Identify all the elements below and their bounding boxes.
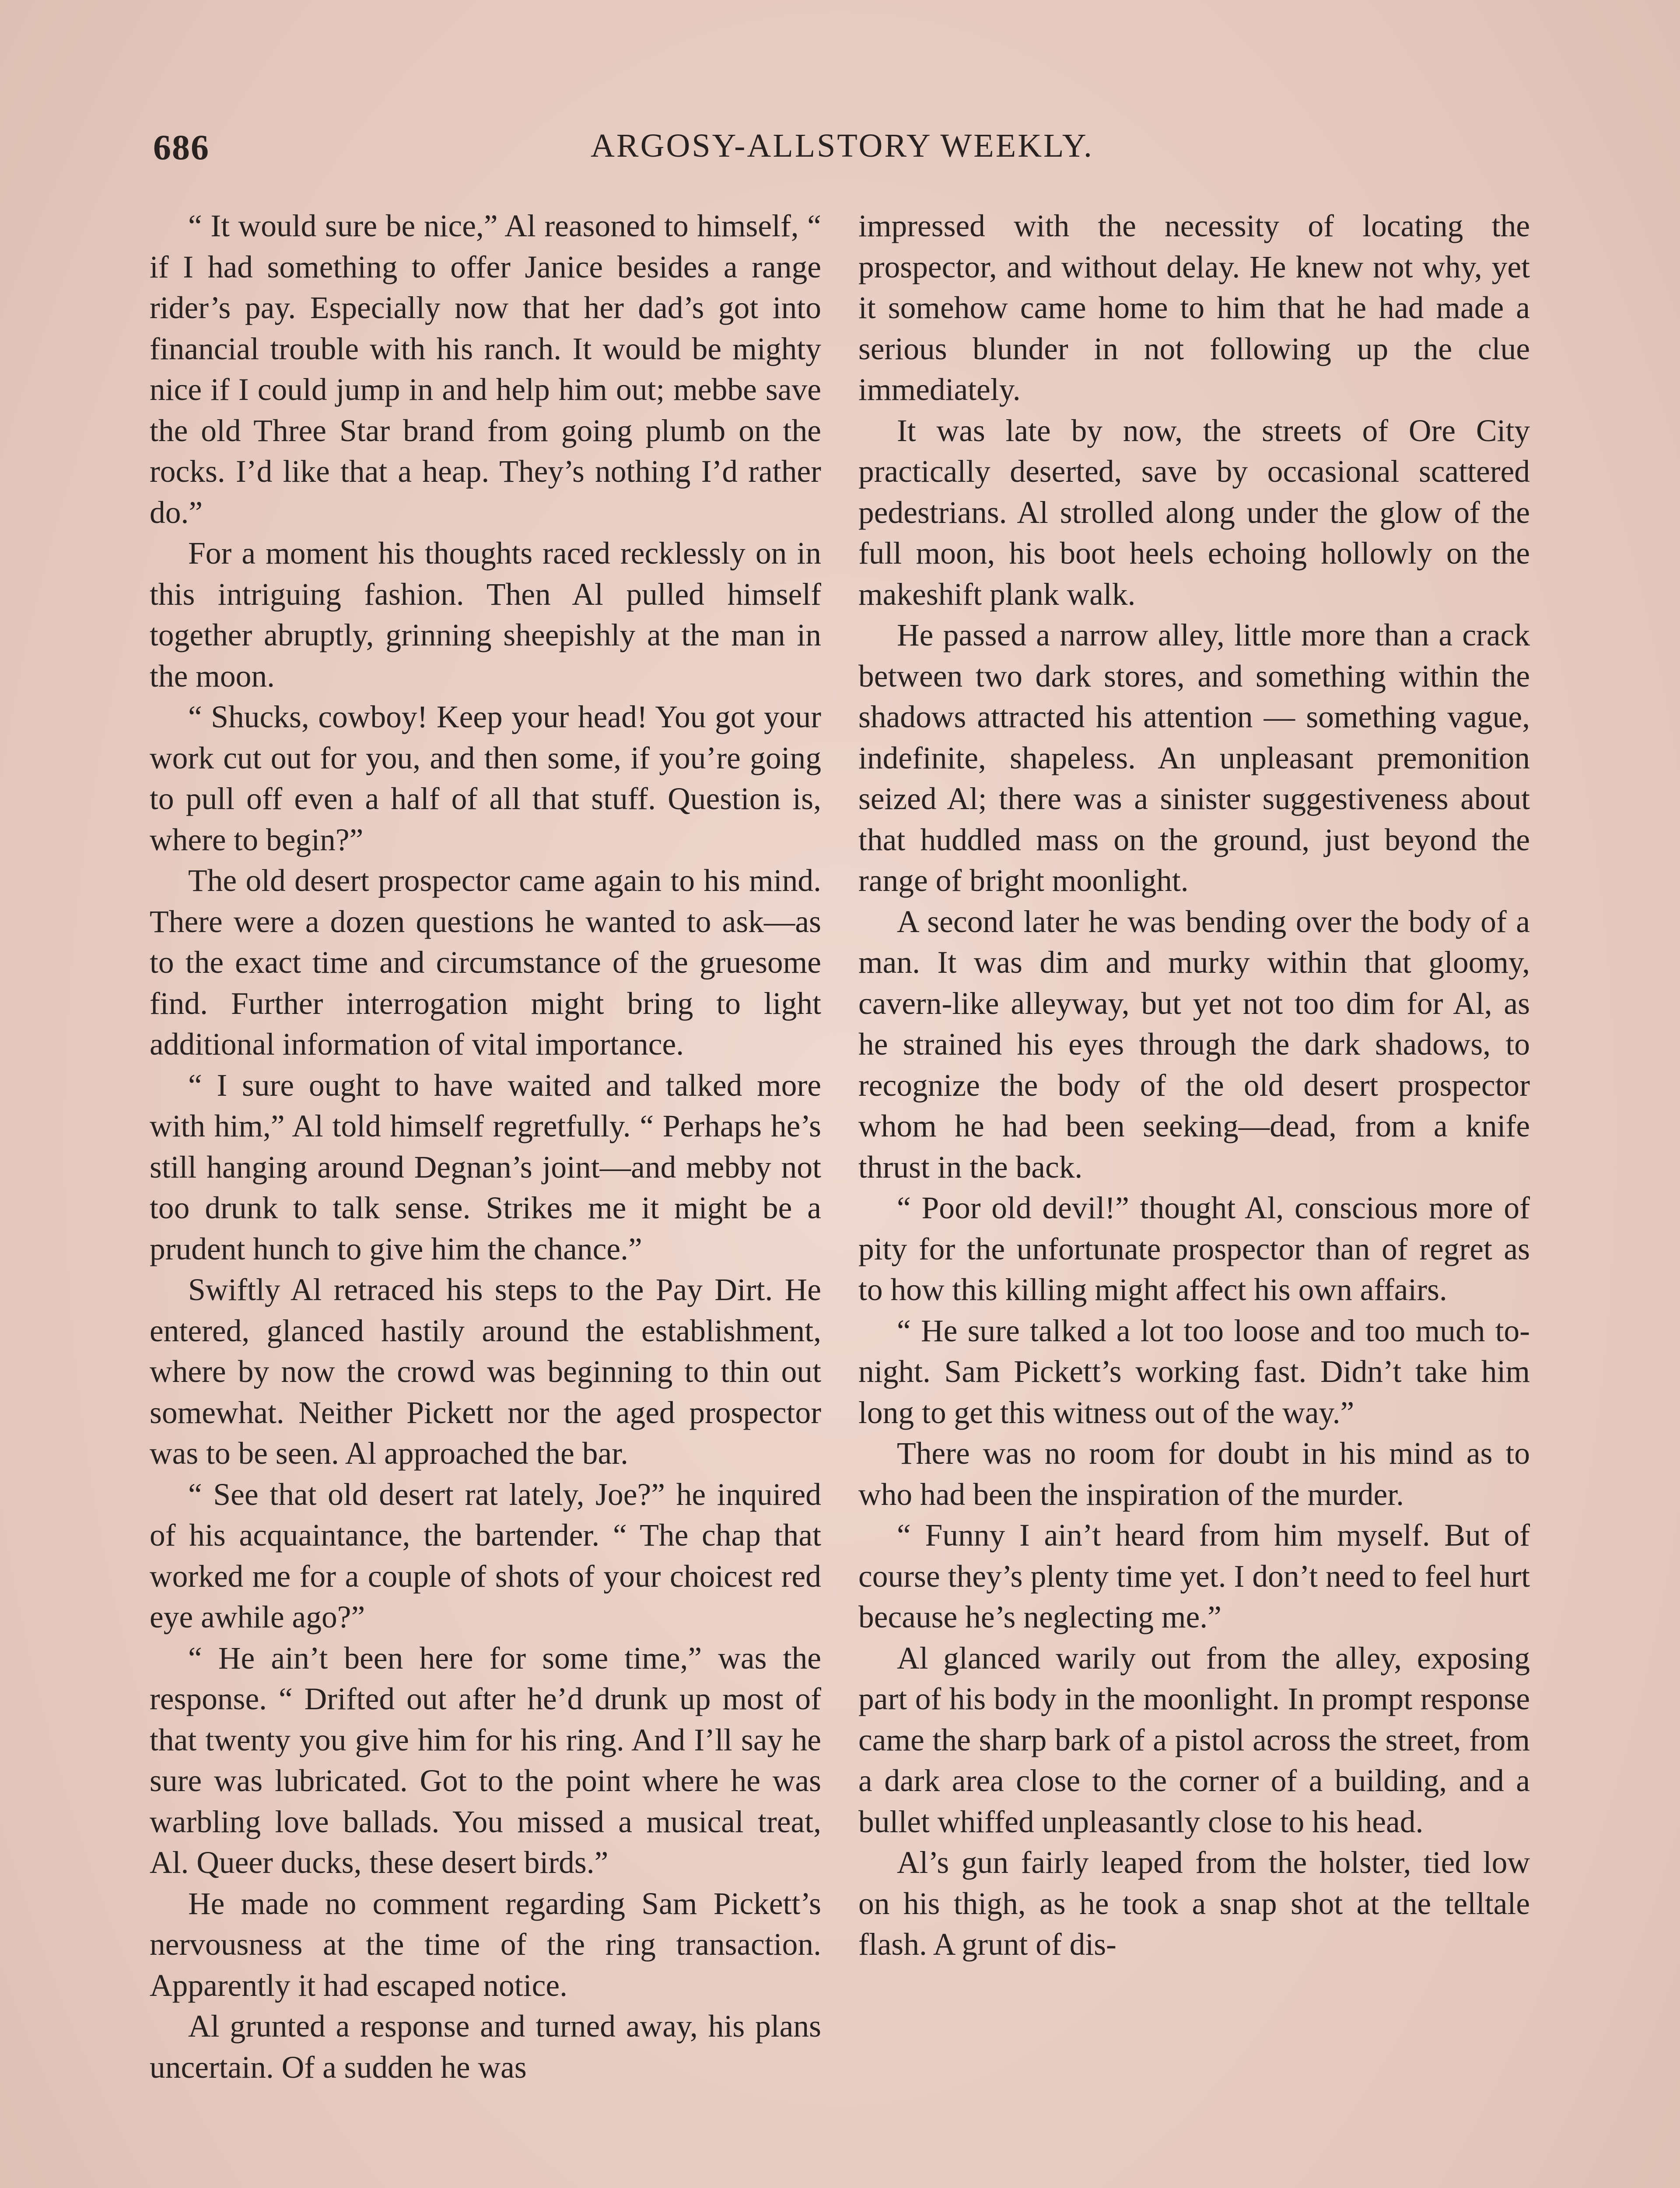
paragraph: Al’s gun fairly leaped from the holster, tied low on his thigh, as he took a snap shot at the telltale flash. A grunt of dis- [858,1845,1530,1962]
paragraph: Al grunted a response and turned away, his plans uncertain. Of a sudden he was [150,2009,821,2085]
paragraph: “ He ain’t been here for some time,” was the response. “ Drifted out after he’d drunk up most of that twenty you give him for his ring. And I’ll say he sure was lubricated. Got to the point where he was warbling love ballads. You missed a musical treat, Al. Queer ducks, these desert birds.” [150,1641,821,1880]
running-head: ARGOSY-ALLSTORY WEEKLY. [591,127,1094,164]
right-column [858,206,1530,2188]
paragraph: “ Shucks, cowboy! Keep your head! You got your work cut out for you, and then some, if you’re going to pull off even a half of all that stuff. Question is, where to begin?” [150,700,821,857]
paragraph: The old desert prospector came again to his mind. There were a dozen questions he wanted to ask—as to the exact time and circumstance of the gruesome find. Further interrogation might bring to light additional information of vital importance. [150,863,821,1062]
paragraph: He passed a narrow alley, little more than a crack between two dark stores, and something within the shadows attracted his attention — something vague, indefinite, shapeless. An unpleasant premonition seized Al; there was a sinister suggestiveness about that huddled mass on the ground, just beyond the range of bright moonlight. [858,618,1530,898]
paragraph: There was no room for doubt in his mind as to who had been the inspiration of the murder. [858,1436,1530,1512]
paragraph: “ Poor old devil!” thought Al, conscious more of pity for the unfortunate prospector than of regret as to how this killing might affect his own affairs. [858,1191,1530,1307]
paragraph: “ See that old desert rat lately, Joe?” he inquired of his acquaintance, the bartender. “ The chap that worked me for a couple of shots of your choicest red eye awhile ago?” [150,1477,821,1634]
left-column [150,206,821,2188]
paragraph: Swiftly Al retraced his steps to the Pay Dirt. He entered, glanced hastily around the establishment, where by now the crowd was beginning to thin out somewhat. Neither Pickett nor the aged prospector was to be seen. Al approached the bar. [150,1273,821,1471]
page-header [153,127,1531,175]
paragraph: “ He sure talked a lot too loose and too much to-night. Sam Pickett’s working fast. Didn’t take him long to get this witness out of the way.” [858,1313,1530,1430]
paragraph: For a moment his thoughts raced recklessly on in this intriguing fashion. Then Al pulled himself together abruptly, grinning sheepishly at the man in the moon. [150,536,821,694]
paragraph: He made no comment regarding Sam Pickett’s nervousness at the time of the ring transaction. Apparently it had escaped notice. [150,1886,821,2003]
paragraph: It was late by now, the streets of Ore City practically deserted, save by occasional scattered pedestrians. Al strolled along under the glow of the full moon, his boot heels echoing hollowly on the makeshift plank walk. [858,413,1530,612]
paragraph: Al glanced warily out from the alley, exposing part of his body in the moonlight. In prompt response came the sharp bark of a pistol across the street, from a dark area close to the corner of a building, and a bullet whiffed unpleasantly close to his head. [858,1641,1530,1839]
paragraph-continued: impressed with the necessity of locating the prospector, and without delay. He knew not why, yet it somehow came home to him that he had made a serious blunder in not following up the clue immediately. [858,209,1530,407]
paragraph: A second later he was bending over the body of a man. It was dim and murky within that gloomy, cavern-like alleyway, but yet not too dim for Al, as he strained his eyes through the dark shadows, to recognize the body of the old desert prospector whom he had been seeking—dead, from a knife thrust in the back. [858,904,1530,1185]
paragraph: “ I sure ought to have waited and talked more with him,” Al told himself regretfully. “ Perhaps he’s still hanging around Degnan’s joint—and mebby not too drunk to talk sense. Strikes me it might be a prudent hunch to give him the chance.” [150,1068,821,1266]
page-number: 686 [153,127,210,167]
paragraph: “ It would sure be nice,” Al reasoned to himself, “ if I had something to offer Janice besides a range rider’s pay. Especially now that her dad’s got into financial trouble with his ranch. It would be mighty nice if I could jump in and help him out; mebbe save the old Three Star brand from going plumb on the rocks. I’d like that a heap. They’s nothing I’d rather do.” [150,209,821,530]
paragraph: “ Funny I ain’t heard from him myself. But of course they’s plenty time yet. I don’t need to feel hurt because he’s neglecting me.” [858,1518,1530,1634]
